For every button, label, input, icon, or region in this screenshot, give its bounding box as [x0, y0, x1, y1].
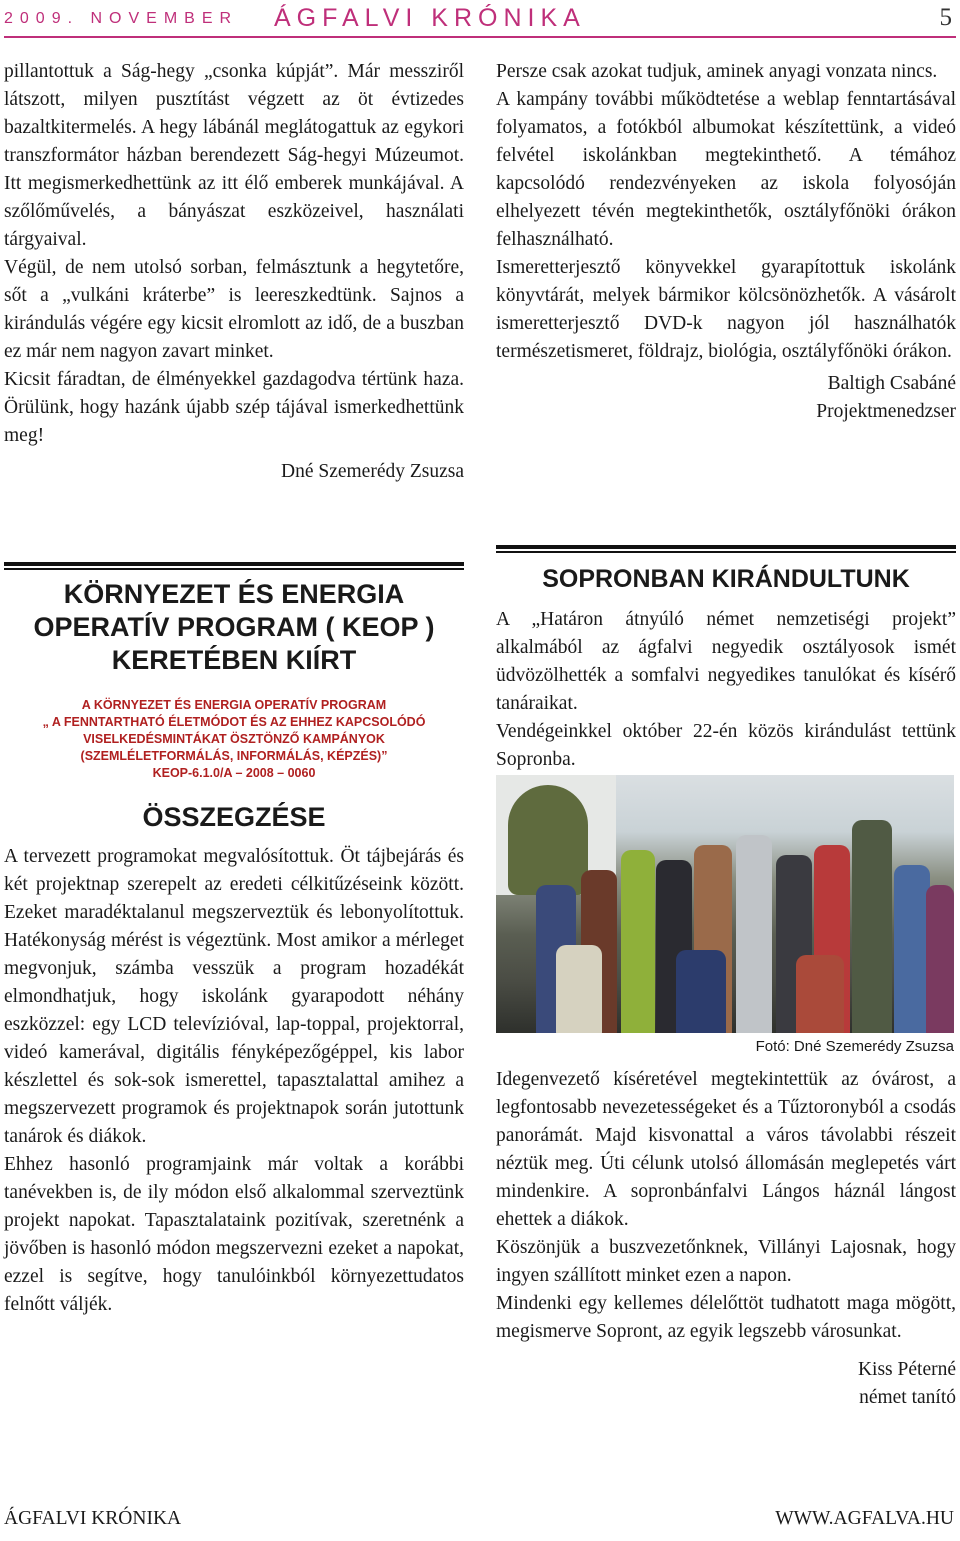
- keop-subtitle-line: A KÖRNYEZET ÉS ENERGIA OPERATÍV PROGRAM: [81, 698, 387, 712]
- paragraph: Ismeretterjesztő könyvekkel gyarapítottuk iskolánk könyvtárát, melyek bármikor kölcsönözhetők. A vásárolt ismeretterjesztő DVD-k nagyon jól használhatók természetismeret, földrajz, biológia, osztályfőnöki órákon.: [496, 257, 956, 362]
- author-signature: Kiss Péterné: [857, 1359, 956, 1380]
- keop-subtitle: [4, 697, 464, 782]
- author-role: Projektmenedzser: [816, 401, 956, 422]
- article-keop-continued: [496, 58, 956, 426]
- paragraph: Idegenvezető kíséretével megtekintettük az óvárost, a legfontosabb nevezetességeket és a Tűztoronyból a csodás panorámát. Majd kisvonattal a város távolabbi részeit néztük meg. Úti célunk utolsó állomásán meglepetés várt mindenkire. A sopronbánfalvi Lángos háznál lángost ehettek a diákok.: [496, 1069, 956, 1230]
- article-sag-hegy: [4, 58, 464, 486]
- keop-title-line: KERETÉBEN KIÍRT: [111, 645, 357, 675]
- photo-caption: Fotó: Dné Szemerédy Zsuzsa: [755, 1038, 954, 1055]
- author-role: német tanító: [859, 1387, 956, 1408]
- article-keop-summary: [4, 843, 464, 1319]
- author-signature: Dné Szemerédy Zsuzsa: [280, 461, 464, 482]
- photo-figure: [852, 820, 892, 1033]
- paragraph: Ehhez hasonló programjaink már voltak a korábbi tanévekben is, de ily módon első alkalommal szerveztünk projekt napokat. Tapasztalataink pozitívak, szeretnénk a jövőben is hasonló módon megszervezni ezeket a napokat, ezzel is segítve, hogy tanulóinkból környezettudatos felnőtt váljék.: [4, 1154, 464, 1315]
- keop-title-line: KÖRNYEZET ÉS ENERGIA: [63, 579, 405, 609]
- section-divider: [4, 562, 464, 572]
- footer-website: WWW.AGFALVA.HU: [775, 1508, 954, 1529]
- photo-figure: [676, 950, 726, 1033]
- sopron-heading: SOPRONBAN KIRÁNDULTUNK: [542, 565, 910, 593]
- paragraph: A tervezett programokat megvalósítottuk. Öt tájbejárás és két projektnap szerepelt az eredeti célkitűzéseink között. Ezeket maradéktalanul megszerveztük és lebonyolítottuk. Hatékonyság mérést is végeztünk. Most amikor a mérleget megvonjuk, számba vesszük a program hozadékát elmondhatjuk, hogy iskolánk gyarapodott néhány eszközzel: egy LCD televízióval, lap-toppal, projektorral, videó kamerával, digitális fényképezőgéppel, kis labor készlettel és sok-sok ismerettel, tapasztalattal amihez a megszervezett programok és projektnapok során jutottunk tanárok és diákok.: [4, 846, 464, 1147]
- sopron-intro: [496, 606, 956, 774]
- keop-title-line: OPERATÍV PROGRAM ( KEOP ): [33, 612, 435, 642]
- keop-section: [4, 578, 464, 833]
- photo-figure: [894, 865, 930, 1033]
- keop-subtitle-line: KEOP-6.1.0/A – 2008 – 0060: [152, 766, 316, 780]
- photo-tree: [508, 785, 588, 895]
- paragraph: Persze csak azokat tudjuk, aminek anyagi vonzata nincs.: [496, 61, 938, 82]
- photo-figure: [736, 835, 772, 1033]
- footer-title: ÁGFALVI KRÓNIKA: [4, 1508, 182, 1529]
- author-signature: Baltigh Csabáné: [827, 373, 956, 394]
- paragraph: Végül, de nem utolsó sorban, felmásztunk a hegytetőre, sőt a „vulkáni kráterbe” is leereszkedtünk. Sajnos a kirándulás végére egy kicsit elromlott az idő, de a buszban ez már nem nagyon zavart minket.: [4, 257, 464, 362]
- photo-figure: [556, 945, 602, 1033]
- paragraph: pillantottuk a Ság-hegy „csonka kúpját”. Már messziről látszott, milyen pusztítást végzett az öt évtizedes bazaltkitermelés. A hegy lábánál meglátogattuk az egykori transzformátor házban berendezett Ság-hegyi Múzeumot. Itt megismerkedhettünk az itt élő emberek munkájával. A szőlőművelés, a bányászat eszközeivel, használati tárgyaival.: [4, 61, 464, 250]
- group-photo: [496, 775, 954, 1033]
- paragraph: A „Határon átnyúló német nemzetiségi projekt” alkalmából az ágfalvi negyedik osztályosok ismét üdvözölhették a somfalvi negyedikes tanulókat és kísérő tanáraikat.: [496, 609, 956, 714]
- photo-figure: [621, 850, 655, 1033]
- keop-subtitle-line: (SZEMLÉLETFORMÁLÁS, INFORMÁLÁS, KÉPZÉS)”: [80, 749, 388, 763]
- paragraph: Kicsit fáradtan, de élményekkel gazdagodva tértünk haza. Örülünk, hogy hazánk újabb szép tájával ismerkedhettünk meg!: [4, 369, 464, 446]
- section-divider: [496, 545, 956, 555]
- paragraph: Mindenki egy kellemes délelőttöt tudhatott maga mögött, megismerve Sopront, az egyik legszebb városunkat.: [496, 1293, 956, 1342]
- photo-figure: [926, 885, 954, 1033]
- keop-subtitle-line: „ A FENNTARTHATÓ ÉLETMÓDOT ÉS AZ EHHEZ KAPCSOLÓDÓ: [42, 715, 426, 729]
- page-number: 5: [939, 4, 952, 31]
- header-rule: [4, 36, 956, 38]
- newspaper-title: ÁGFALVI KRÓNIKA: [274, 4, 586, 32]
- issue-date: 2009. NOVEMBER: [4, 10, 239, 27]
- paragraph: Vendégeinkkel október 22-én közös kirándulást tettünk Sopronba.: [496, 721, 956, 770]
- keop-subtitle-line: VISELKEDÉSMINTÁKAT ÖSZTÖNZŐ KAMPÁNYOK: [83, 732, 385, 746]
- keop-summary-heading: ÖSSZEGZÉSE: [142, 802, 326, 832]
- article-sopron-body: [496, 1066, 956, 1412]
- paragraph: A kampány további működtetése a weblap fenntartásával folyamatos, a fotókból albumokat készítettünk, a videó felvétel iskolánkban megtekinthető. A témához kapcsolódó rendezvényeken az iskola folyosóján elhelyezett tévén megtekinthetők, osztályfőnöki órákon felhasználható.: [496, 89, 956, 250]
- paragraph: Köszönjük a buszvezetőnknek, Villányi Lajosnak, hogy ingyen szállított minket ezen a napon.: [496, 1237, 956, 1286]
- photo-figure: [796, 955, 844, 1033]
- page-header: [4, 4, 956, 38]
